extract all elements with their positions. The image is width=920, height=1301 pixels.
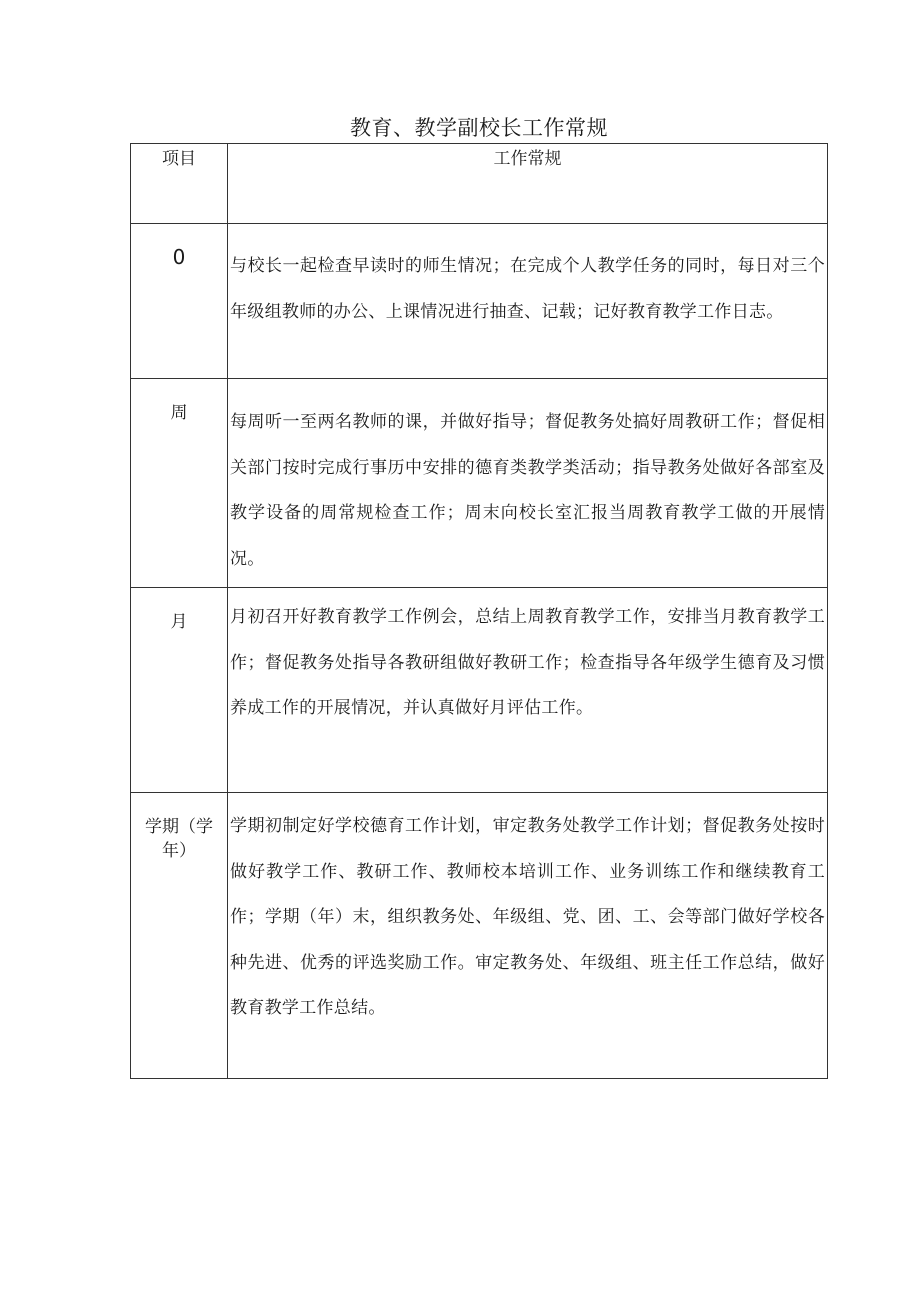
content-cell: [228, 793, 828, 1079]
item-label-term: 学期（学年）: [145, 817, 213, 861]
item-label-monthly: 月: [170, 612, 188, 632]
content-text-weekly: 每周听一至两名教师的课，并做好指导；督促教务处搞好周教研工作；督促相关部门按时完成行事历中安排的德育类教学类活动；指导教务处做好各部室及教学设备的周常规检查工作；周末向校长室汇报当周教育教学工做的开展情况。: [230, 412, 825, 569]
item-cell: [131, 793, 228, 1079]
table-row: [131, 793, 828, 1079]
table-row: [131, 379, 828, 588]
table-row: [131, 588, 828, 793]
page-title: 教育、教学副校长工作常规: [350, 116, 608, 140]
content-cell: [228, 224, 828, 379]
table-row: [131, 224, 828, 379]
header-content-cell: 工作常规: [228, 144, 828, 224]
work-routine-table: [130, 143, 828, 1079]
item-cell: [131, 224, 228, 379]
content-text-daily: 与校长一起检查早读时的师生情况；在完成个人教学任务的同时，每日对三个年级组教师的办公、上课情况进行抽查、记载；记好教育教学工作日志。: [230, 256, 825, 322]
content-text-term: 学期初制定好学校德育工作计划，审定教务处教学工作计划；督促教务处按时做好教学工作、教研工作、教师校本培训工作、业务训练工作和继续教育工作；学期（年）末，组织教务处、年级组、党、团、工、会等部门做好学校各种先进、优秀的评选奖励工作。审定教务处、年级组、班主任工作总结，做好教育教学工作总结。: [230, 816, 825, 1018]
item-cell: [131, 379, 228, 588]
content-text-monthly: 月初召开好教育教学工作例会，总结上周教育教学工作，安排当月教育教学工作；督促教务处指导各教研组做好教研工作；检查指导各年级学生德育及习惯养成工作的开展情况，并认真做好月评估工作。: [230, 607, 825, 718]
table-header-row: [131, 144, 828, 224]
content-cell: [228, 379, 828, 588]
header-item-cell: 项目: [131, 144, 228, 224]
item-cell: [131, 588, 228, 793]
item-label-daily: 0: [172, 245, 186, 269]
content-cell: [228, 588, 828, 793]
item-label-weekly: 周: [170, 403, 188, 423]
